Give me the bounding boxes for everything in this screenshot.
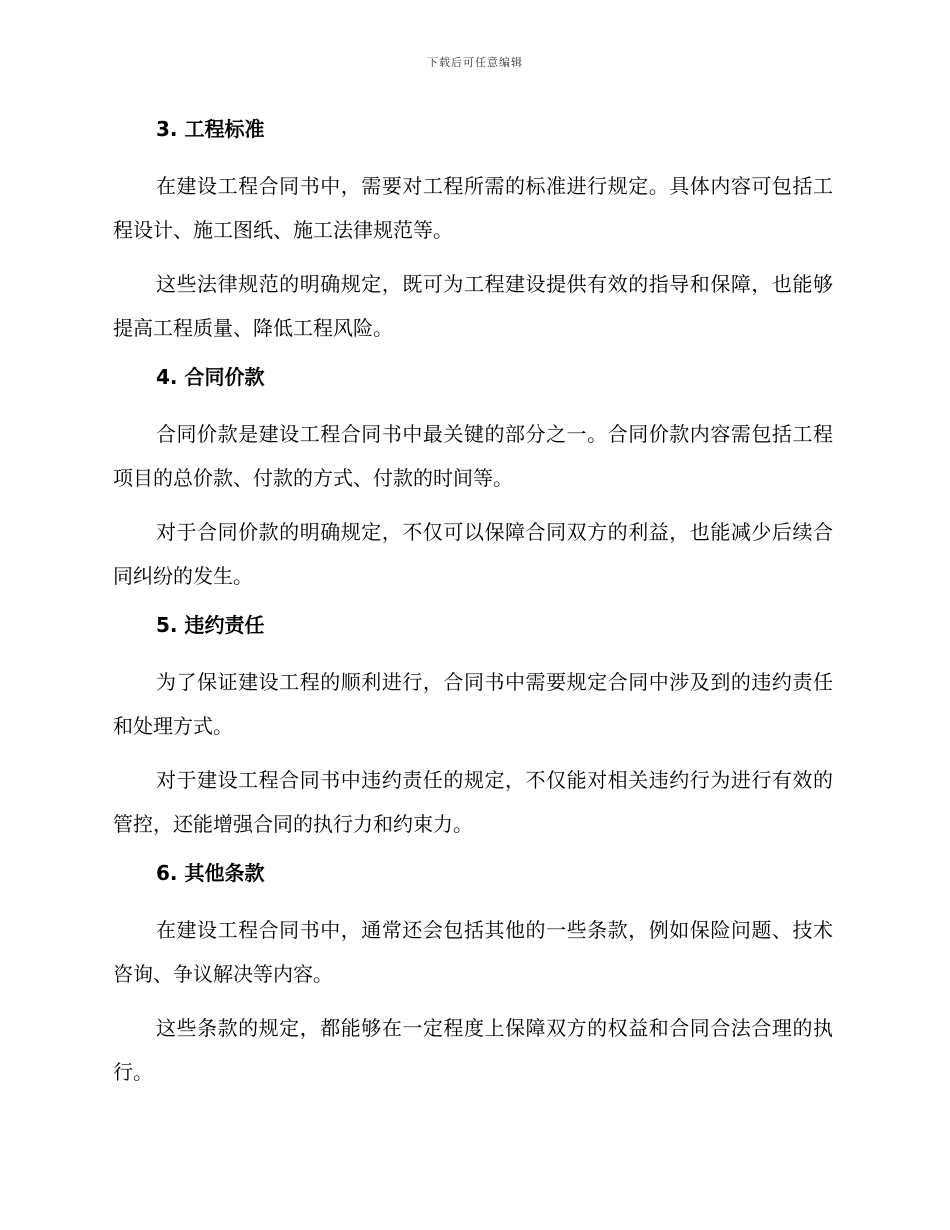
paragraph: 为了保证建设工程的顺利进行，合同书中需要规定合同中涉及到的违约责任和处理方式。 <box>113 670 833 738</box>
paragraph: 对于合同价款的明确规定，不仅可以保障合同双方的利益，也能减少后续合同纠纷的发生。 <box>113 520 833 588</box>
section-breach-liability <box>113 612 833 846</box>
section-contract-price <box>113 364 833 598</box>
section-other-clauses <box>113 860 833 1094</box>
paragraph: 对于建设工程合同书中违约责任的规定，不仅能对相关违约行为进行有效的管控，还能增强合同的执行力和约束力。 <box>113 768 833 836</box>
paragraph: 合同价款是建设工程合同书中最关键的部分之一。合同价款内容需包括工程项目的总价款、付款的方式、付款的时间等。 <box>113 422 833 490</box>
page-header-note: 下载后可任意编辑 <box>427 56 523 69</box>
paragraph: 这些条款的规定，都能够在一定程度上保障双方的权益和合同合法合理的执行。 <box>113 1016 833 1084</box>
paragraph: 这些法律规范的明确规定，既可为工程建设提供有效的指导和保障，也能够提高工程质量、降低工程风险。 <box>113 272 833 340</box>
section-heading: 4. 合同价款 <box>156 365 265 389</box>
paragraph: 在建设工程合同书中，需要对工程所需的标准进行规定。具体内容可包括工程设计、施工图纸、施工法律规范等。 <box>113 174 833 242</box>
document-body <box>113 104 833 1104</box>
section-heading: 5. 违约责任 <box>156 613 265 637</box>
section-heading: 3. 工程标准 <box>156 117 265 141</box>
section-heading: 6. 其他条款 <box>156 861 265 885</box>
paragraph: 在建设工程合同书中，通常还会包括其他的一些条款，例如保险问题、技术咨询、争议解决等内容。 <box>113 918 833 986</box>
section-engineering-standards <box>113 116 833 350</box>
